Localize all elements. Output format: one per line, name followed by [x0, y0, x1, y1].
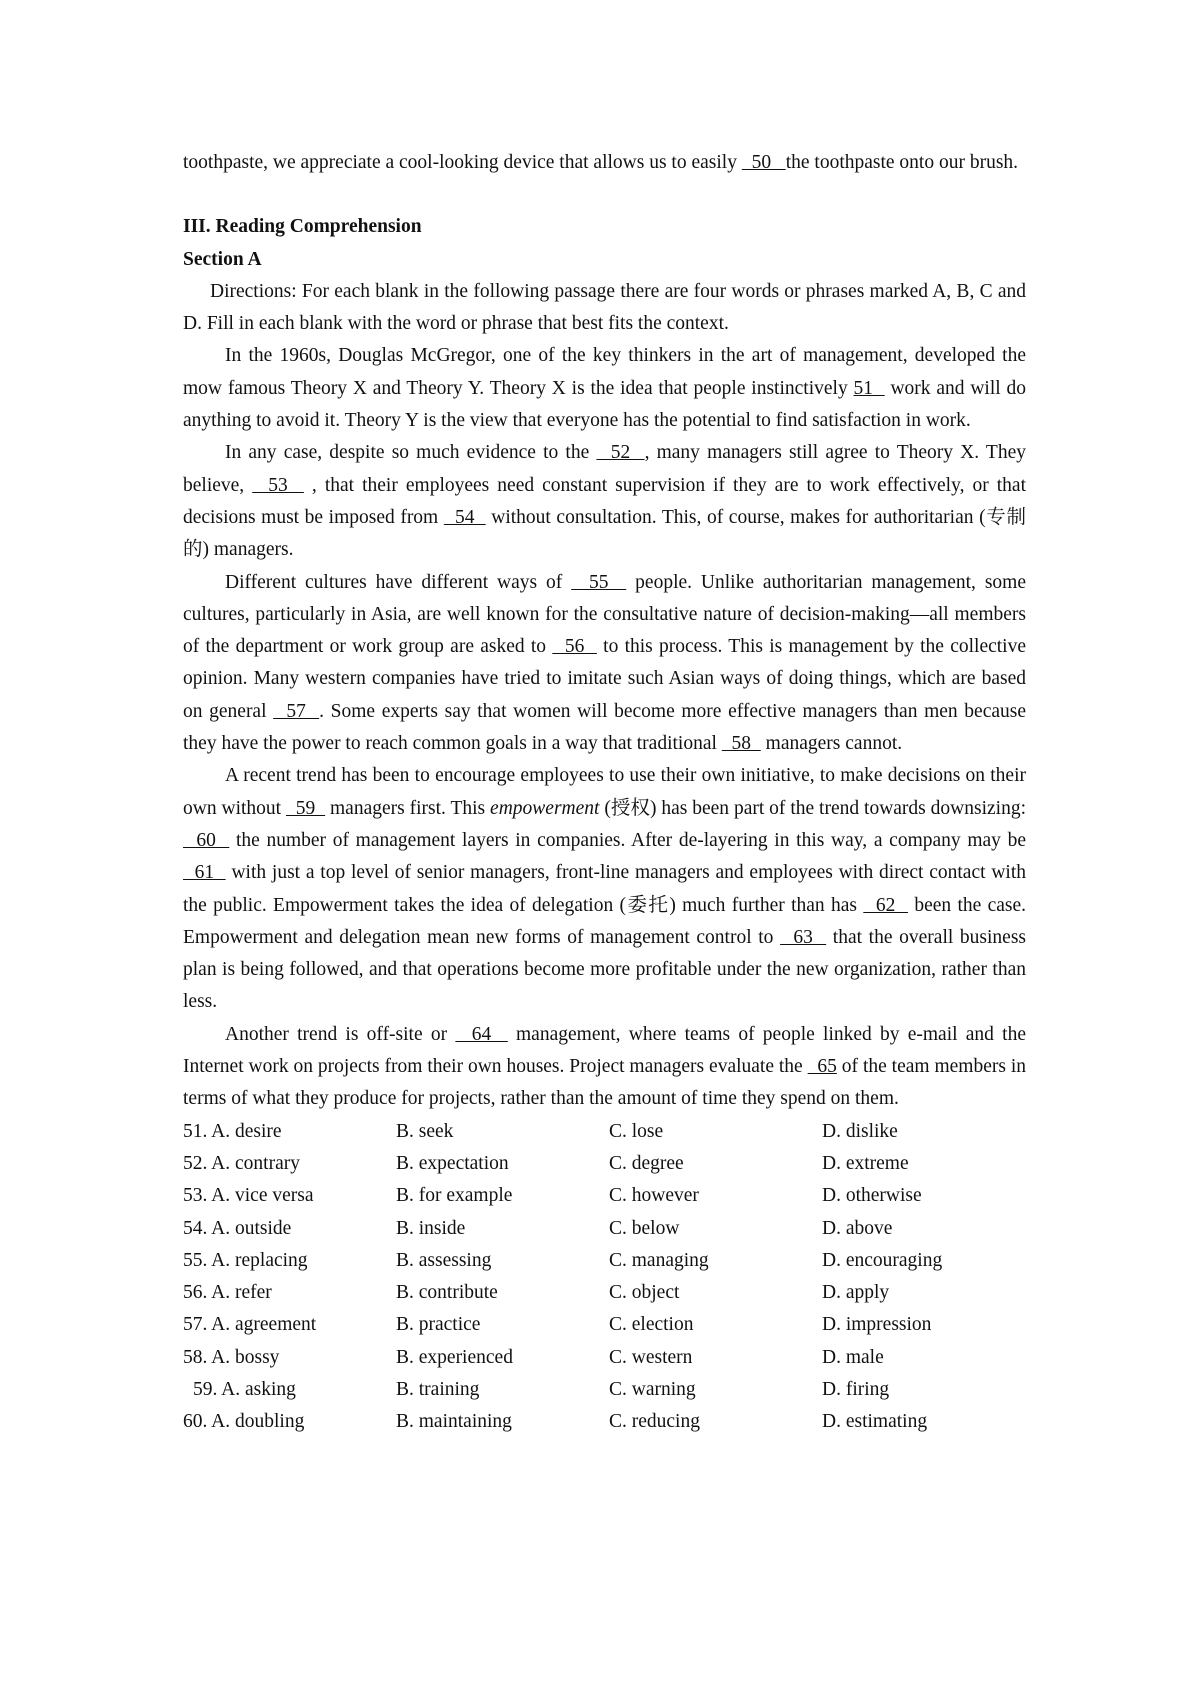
text: In the 1960s, Douglas McGregor, one of the key thinkers in the art of management, developed the mow famous Theory X and Theory Y. Theory X is the idea that people instinctively	[183, 345, 1026, 399]
document-page	[183, 147, 1026, 1439]
option-row-57	[183, 1309, 1026, 1341]
blank-51: 51	[853, 377, 885, 399]
option-d: D. above	[822, 1217, 893, 1239]
option-d: D. estimating	[822, 1411, 928, 1433]
section-title: III. Reading Comprehension	[183, 216, 422, 238]
option-d: D. otherwise	[822, 1185, 922, 1207]
blank-59: 59	[285, 797, 326, 819]
text: work and will do anything to avoid it. Theory Y is the view that everyone has the potential to find satisfaction in work.	[183, 377, 1026, 432]
text: Another trend is off-site or	[225, 1023, 456, 1045]
blank-61: 61	[183, 862, 226, 884]
option-row-56	[183, 1277, 1026, 1309]
spacer	[183, 179, 1026, 211]
passage-paragraph-4	[183, 760, 1026, 1018]
passage-paragraph-2	[183, 437, 1026, 566]
option-c: C. lose	[609, 1120, 664, 1142]
option-c: C. reducing	[609, 1411, 700, 1433]
option-c: C. however	[609, 1185, 699, 1207]
directions: Directions: For each blank in the following passage there are four words or phrases marked A, B, C and D. Fill in each blank with the word or phrase that best fits the context.	[183, 280, 1026, 335]
text: managers cannot.	[760, 733, 903, 755]
text: the number of management layers in companies. After de-layering in this way, a company may be	[229, 829, 1027, 851]
option-b: B. training	[396, 1378, 480, 1400]
option-a: 56. A. refer	[183, 1282, 272, 1304]
option-a: 59. A. asking	[193, 1378, 296, 1400]
text: Different cultures have different ways of	[225, 571, 572, 593]
option-c: C. below	[609, 1217, 680, 1239]
option-a: 55. A. replacing	[183, 1249, 308, 1271]
answer-options	[183, 1116, 1026, 1439]
intro-text-end: the toothpaste onto our brush.	[785, 152, 1019, 173]
option-c: C. western	[609, 1346, 693, 1368]
text: management, where teams of people linked by e-mail and the Internet work on projects from their own houses. Project managers evaluate the	[183, 1023, 1026, 1078]
passage-paragraph-5	[183, 1019, 1026, 1116]
option-row-53	[183, 1180, 1026, 1212]
option-row-52	[183, 1148, 1026, 1180]
text: been the case. Empowerment and delegation mean new forms of management control to	[183, 894, 1027, 948]
blank-56: 56	[552, 636, 597, 658]
option-d: D. apply	[822, 1282, 890, 1304]
option-c: C. degree	[609, 1152, 684, 1174]
option-c: C. managing	[609, 1249, 709, 1271]
text: without consultation. This, of course, makes for authoritarian (专制的) managers.	[183, 506, 1026, 561]
option-d: D. impression	[822, 1314, 932, 1336]
option-a: 51. A. desire	[183, 1120, 282, 1142]
blank-57: 57	[273, 700, 320, 722]
blank-62: 62	[863, 894, 909, 916]
blank-50: 50	[741, 152, 786, 173]
text: In any case, despite so much evidence to the	[225, 442, 597, 464]
option-a: 53. A. vice versa	[183, 1185, 314, 1207]
blank-55: 55	[571, 571, 627, 593]
option-c: C. object	[609, 1282, 680, 1304]
text: . Some experts say that women will become more effective managers than men because they have the power to reach common goals in a way that traditional	[183, 700, 1026, 755]
text: managers first. This	[325, 797, 491, 819]
option-row-51	[183, 1116, 1026, 1148]
section-subtitle: Section A	[183, 248, 262, 270]
text: that the overall business plan is being followed, and that operations become more profitable under the new organization, rather than less.	[183, 926, 1027, 1013]
option-b: B. contribute	[396, 1282, 498, 1304]
passage-paragraph-1	[183, 340, 1026, 437]
text: with just a top level of senior managers, front-line managers and employees with direct contact with the public. Empowerment takes the idea of delegation (委托) much further than has	[183, 862, 1026, 916]
option-c: C. warning	[609, 1378, 696, 1400]
option-d: D. dislike	[822, 1120, 898, 1142]
text: (授权) has been part of the trend towards downsizing:	[599, 797, 1026, 819]
option-d: D. male	[822, 1346, 884, 1368]
option-a: 57. A. agreement	[183, 1314, 317, 1336]
text: , many managers still agree to Theory X. They believe,	[183, 442, 1026, 496]
text: people. Unlike authoritarian management, some cultures, particularly in Asia, are well known for the consultative nature of decision-making—all members of the department or work group are asked to	[183, 571, 1026, 658]
option-a: 52. A. contrary	[183, 1152, 300, 1174]
intro-text: toothpaste, we appreciate a cool-looking device that allows us to easily	[183, 152, 742, 173]
option-b: B. maintaining	[396, 1411, 512, 1433]
option-b: B. assessing	[396, 1249, 492, 1271]
text: to this process. This is management by the collective opinion. Many western companies have tried to imitate such Asian ways of doing things, which are based on general	[183, 636, 1027, 722]
option-b: B. practice	[396, 1314, 481, 1336]
option-row-60	[183, 1406, 1026, 1438]
option-row-58	[183, 1342, 1026, 1374]
option-row-59	[183, 1374, 1026, 1406]
blank-54: 54	[443, 506, 486, 528]
option-b: B. for example	[396, 1185, 513, 1207]
option-d: D. firing	[822, 1378, 890, 1400]
emphasis-empowerment: empowerment	[490, 797, 600, 819]
text: A recent trend has been to encourage employees to use their own initiative, to make decisions on their own without	[183, 765, 1026, 819]
passage-paragraph-3	[183, 567, 1026, 761]
blank-58: 58	[721, 733, 761, 755]
option-b: B. expectation	[396, 1152, 509, 1174]
option-b: B. inside	[396, 1217, 466, 1239]
intro-paragraph	[183, 147, 1026, 179]
blank-52: 52	[596, 442, 645, 464]
option-c: C. election	[609, 1314, 694, 1336]
blank-53: 53	[252, 474, 304, 496]
option-b: B. seek	[396, 1120, 454, 1142]
option-b: B. experienced	[396, 1346, 513, 1368]
option-d: D. extreme	[822, 1152, 909, 1174]
text: , that their employees need constant supervision if they are to work effectively, or that decisions must be imposed from	[183, 474, 1027, 528]
option-a: 60. A. doubling	[183, 1411, 305, 1433]
option-d: D. encouraging	[822, 1249, 943, 1271]
blank-60: 60	[183, 829, 230, 851]
blank-65: 65	[807, 1056, 837, 1078]
option-a: 58. A. bossy	[183, 1346, 280, 1368]
blank-63: 63	[780, 926, 827, 948]
blank-64: 64	[455, 1023, 508, 1045]
option-row-54	[183, 1213, 1026, 1245]
option-row-55	[183, 1245, 1026, 1277]
option-a: 54. A. outside	[183, 1217, 292, 1239]
text: of the team members in terms of what they produce for projects, rather than the amount of time they spend on them.	[183, 1056, 1026, 1110]
